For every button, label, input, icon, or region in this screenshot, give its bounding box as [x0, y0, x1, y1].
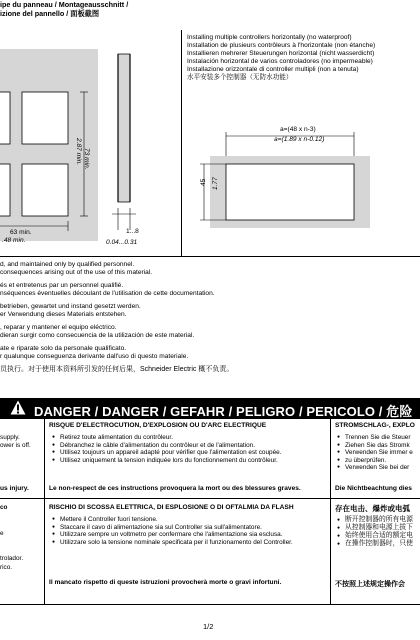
danger-banner [0, 398, 420, 418]
de-bullet: ● Verwenden Sie immer e [337, 449, 413, 457]
it-bullet: ● Staccare il cavo di alimentazione sia sul Controller sia sull'alimentatore. [52, 524, 293, 532]
danger-title: DANGER / DANGER / GEFAHR / PELIGRO / PERICOLO / 危险 [34, 404, 413, 419]
it-danger-bullets [52, 516, 293, 546]
table-top-rule [0, 418, 420, 419]
zh-bullet: ● 从控制器和电源上拔下 [337, 524, 413, 532]
notice-line: d, and maintained only by qualified personnel. [0, 261, 135, 268]
panel-profile [118, 54, 130, 202]
col-left-bottom-line: rico. [0, 563, 13, 571]
col-left-bottom-line: co [0, 504, 8, 511]
dim-48-label: .48 min. [2, 237, 26, 244]
notice-line: nséquences éventuelles découlant de l'utilisation de cette documentation. [0, 290, 215, 297]
col-left-bottom [0, 504, 23, 572]
cutout-top-right [22, 92, 68, 144]
panel-cutout-title-line1: ipe du panneau / Montageausschnitt / [0, 0, 129, 9]
horizontal-line-zh: 水平安装多个控制器（无防水功能） [187, 74, 293, 82]
notice-line: er Verwendung dieses Materials entstehen. [0, 311, 127, 318]
notice-line: , reparar y mantener el equipo eléctrico. [0, 324, 117, 331]
de-danger-header: STROMSCHLAG-, EXPLO [335, 422, 415, 429]
col-left-bottom-line: e [0, 529, 4, 537]
it-danger-footer: Il mancato rispetto di queste istruzioni provocherà morte o gravi infortuni. [49, 579, 282, 586]
it-danger-header: RISCHIO DI SCOSSA ELETTRICA, DI ESPLOSIONE O DI OFTALMIA DA FLASH [49, 504, 294, 511]
horizontal-line-en: Installing multiple controllers horizontally (no waterproof) [187, 34, 352, 41]
de-bullet: ● Trennen Sie die Steuer [337, 434, 413, 442]
qualified-personnel-notice [0, 261, 233, 374]
zh-bullet: ● 断开控制器的所有电源 [337, 516, 413, 524]
table-mid-rule [0, 498, 420, 499]
zh-danger-footer: 不按照上述规定操作会 [335, 581, 405, 588]
notice-line: betrieben, gewartet und instand gesetzt werden. [0, 303, 141, 310]
fr-danger-footer: Le non-respect de ces instructions provoquera la mort ou des blessures graves. [49, 485, 301, 492]
it-bullet: ● Utilizzare solo la tensione nominale specificata per il funzionamento del Controller. [52, 539, 293, 547]
de-danger-bullets [337, 434, 413, 472]
col-left-top-line: ower is off. [0, 442, 31, 449]
zh-bullet: ● 在操作控制器时，只使 [337, 540, 413, 548]
dim-45-label: 45 [200, 178, 207, 186]
notice-line: consequences arising out of the use of this material. [0, 269, 153, 276]
dim-287-label: 2.87 min. [75, 138, 82, 166]
horizontal-line-it: Installazione orizzontale di controller multipli (non a tenuta) [187, 66, 359, 74]
dim-thickness-mm-label: 1...8 [126, 228, 139, 235]
cutout-top-left [0, 92, 10, 144]
horizontal-line-fr: Installation de plusieurs contrôleurs à l'horizontale (non étanche) [187, 42, 376, 50]
col-left-top-footer: us injury. [0, 485, 29, 492]
de-danger-footer: Die Nichtbeachtung dies [335, 485, 412, 492]
col-left-top-line: supply. [0, 434, 20, 441]
cutout-bottom-right [22, 164, 68, 216]
it-bullet: ● Mettere il Controller fuori tensione. [52, 516, 293, 524]
warning-triangle-icon [10, 400, 26, 415]
notice-line: r qualunque conseguenza derivante dall'uso di questo materiale. [0, 353, 189, 360]
de-bullet: ● Ziehen Sie das Stromk [337, 442, 413, 450]
divider-vertical [181, 30, 182, 256]
fr-bullet: ● Débranchez le câble d'alimentation du contrôleur et de l'alimentation. [52, 442, 281, 450]
page-number: 1/2 [203, 622, 214, 631]
zh-danger-bullets [337, 516, 413, 548]
formula-in: a=(1.89 x n-0.12) [274, 136, 325, 143]
dim-177-label: 1.77 [212, 177, 219, 190]
col-left-bottom-line: trolador. [0, 555, 24, 563]
de-bullet: ● Verwenden Sie bei der [337, 464, 413, 472]
horizontal-install-text [187, 34, 375, 83]
fr-bullet: ● Utilisez uniquement la tension indiquée lors du fonctionnement du contrôleur. [52, 457, 281, 465]
panel-cutout-title [0, 0, 128, 18]
col-divider [44, 418, 45, 604]
panel-cutout-diagram [0, 32, 180, 252]
fr-bullet: ● Retirez toute alimentation du contrôleur. [52, 434, 281, 442]
section-rule [0, 256, 420, 257]
fr-bullet: ● Utilisez toujours un appareil adapté pour vérifier que l'alimentation est coupée. [52, 449, 281, 457]
formula-mm: a=(48 x n-3) [280, 126, 316, 133]
horizontal-line-de: Installieren mehrerer Steuerungen horizontal (nicht wasserdicht) [187, 50, 375, 58]
panel-cutout-title-line2: izione del pannello / 面板截图 [0, 9, 100, 18]
zh-danger-header: 存在电击、爆炸或电弧 [335, 504, 410, 513]
table-bottom-rule [0, 604, 420, 605]
fr-danger-bullets [52, 434, 281, 464]
notice-line: és et entretenus par un personnel qualifié. [0, 282, 124, 289]
notice-line: dieran surgir como consecuencia de la utilización de este material. [0, 332, 195, 339]
fr-danger-header: RISQUE D'ELECTROCUTION, D'EXPLOSION OU D'ARC ELECTRIQUE [49, 422, 267, 429]
horizontal-cutout [226, 164, 354, 220]
dim-thickness-in-label: 0.04...0.31 [106, 239, 138, 246]
col-divider [330, 418, 331, 604]
cutout-bottom-left [0, 164, 10, 216]
dim-63-label: 63 min. [10, 229, 32, 236]
dim-73-label: 73 min. [83, 148, 90, 170]
col-left-top [0, 434, 31, 450]
horizontal-line-es: Instalación horizontal de varios controladores (no impermeable) [187, 58, 373, 66]
de-bullet: ● zu überprüfen. [337, 457, 413, 465]
notice-line: ate e riparate solo da personale qualificato. [0, 345, 127, 352]
zh-bullet: ● 始终使用合适的额定电 [337, 532, 413, 540]
notice-line: 员执行。对于使用本资料所引发的任何后果，Schneider Electric 概不负责。 [0, 366, 234, 373]
it-bullet: ● Utilizzare sempre un voltmetro per confermare che l'alimentazione sia esclusa. [52, 531, 293, 539]
